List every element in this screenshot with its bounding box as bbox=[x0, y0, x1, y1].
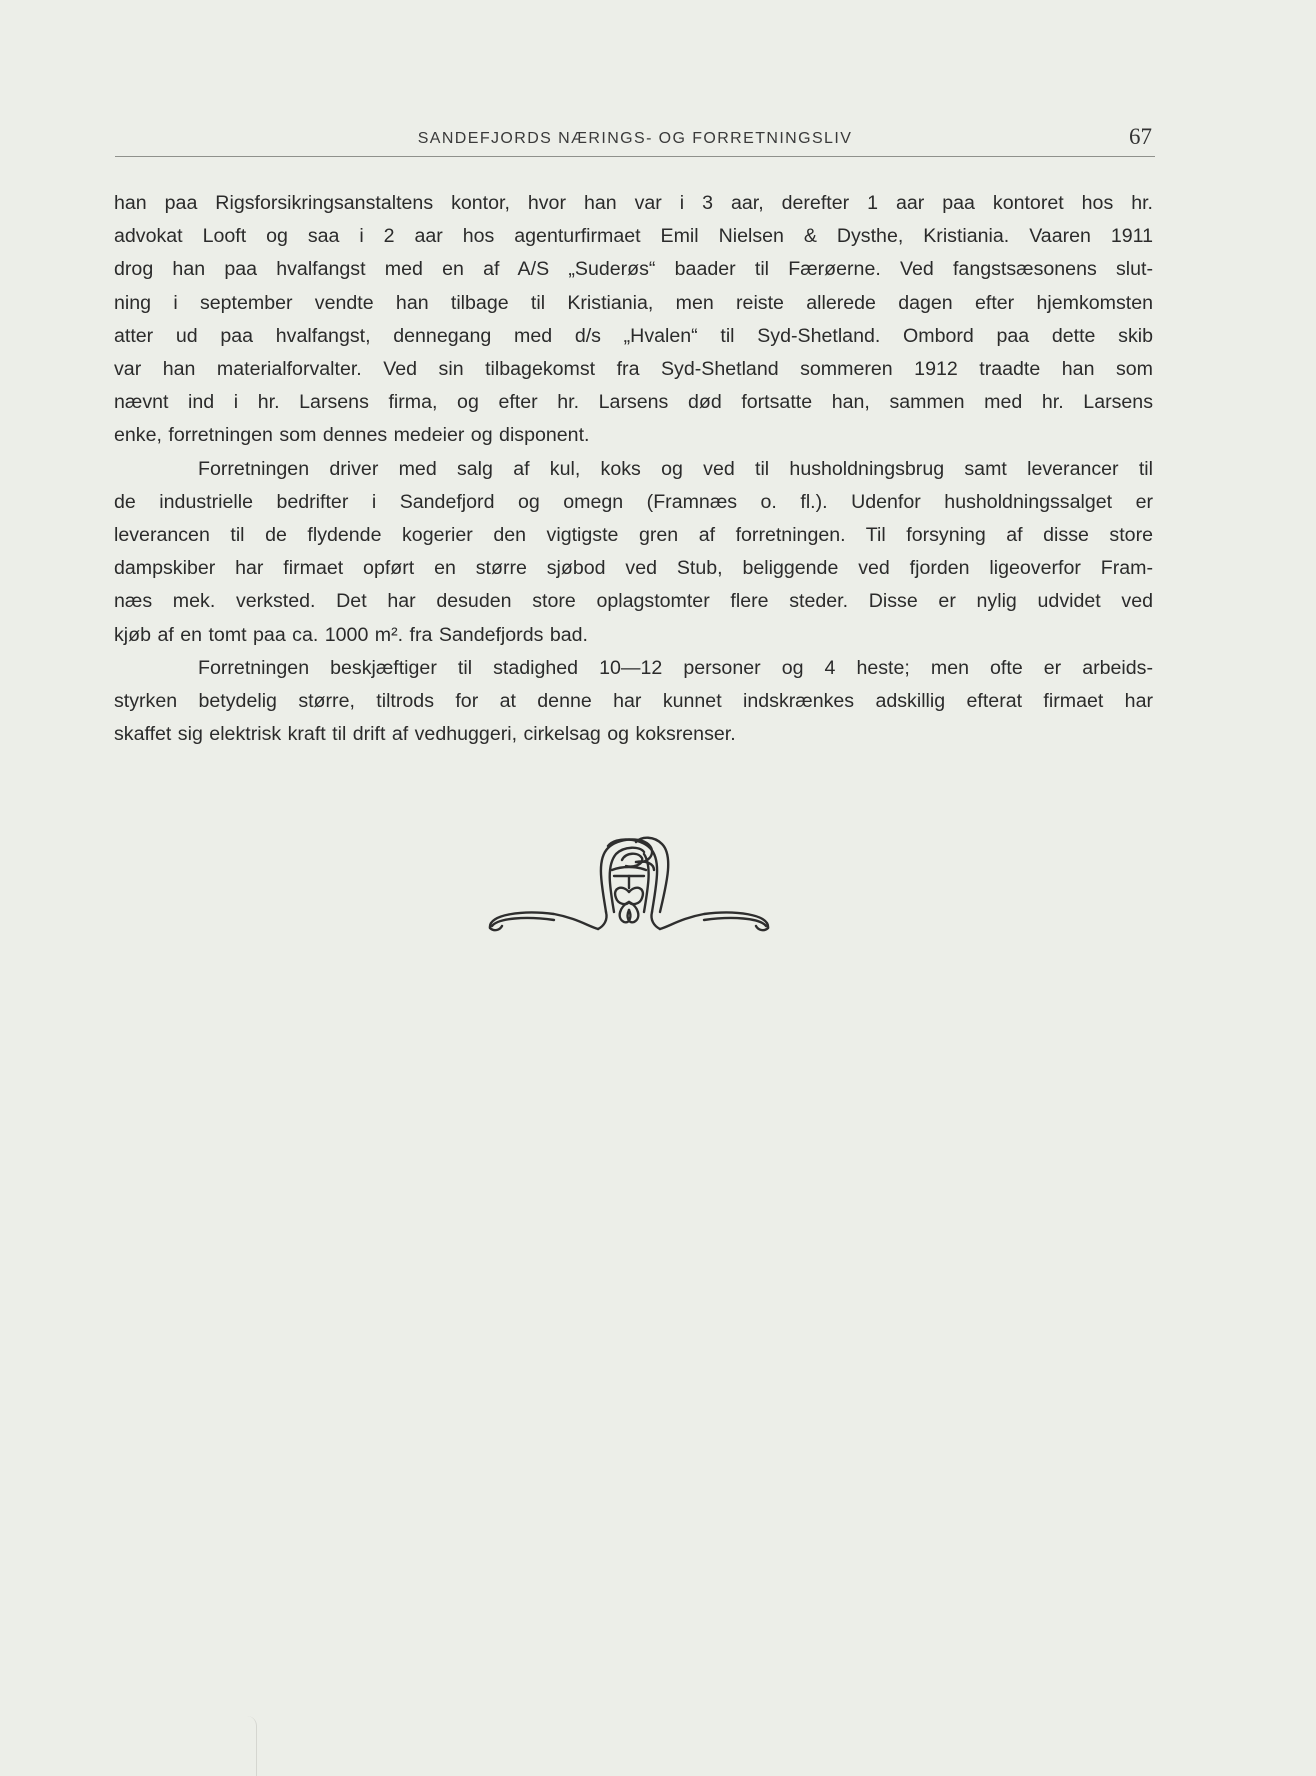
paragraph-1 bbox=[114, 187, 1153, 453]
text-line: drog han paa hvalfangst med en af A/S „Suderøs“ baader til Færøerne. Ved fangstsæsonens slut- bbox=[114, 258, 1153, 281]
text-line: de industrielle bedrifter i Sandefjord og omegn (Framnæs o. fl.). Udenfor husholdningssalget er bbox=[114, 490, 1153, 513]
body-text bbox=[114, 187, 1153, 751]
paragraph-3 bbox=[114, 652, 1153, 752]
text-line: advokat Looft og saa i 2 aar hos agenturfirmaet Emil Nielsen & Dysthe, Kristiania. Vaaren 1911 bbox=[114, 225, 1153, 248]
text-line: enke, forretningen som dennes medeier og disponent. bbox=[114, 424, 590, 447]
page-header bbox=[115, 122, 1155, 162]
page-number: 67 bbox=[1129, 124, 1152, 149]
art-nouveau-flourish-icon bbox=[484, 826, 774, 936]
running-title: SANDEFJORDS NÆRINGS- OG FORRETNINGSLIV bbox=[417, 130, 853, 147]
text-line: Forretningen driver med salg af kul, koks og ved til husholdningsbrug samt leverancer til bbox=[198, 457, 1153, 480]
text-line: nævnt ind i hr. Larsens firma, og efter hr. Larsens død fortsatte han, sammen med hr. Larsens bbox=[114, 391, 1153, 414]
text-line: Forretningen beskjæftiger til stadighed 10—12 personer og 4 heste; men ofte er arbeids- bbox=[198, 656, 1153, 679]
text-line: dampskiber har firmaet opført en større sjøbod ved Stub, beliggende ved fjorden ligeoverfor Fram- bbox=[114, 557, 1153, 580]
text-line: skaffet sig elektrisk kraft til drift af vedhuggeri, cirkelsag og koksrenser. bbox=[114, 723, 736, 746]
text-line: han paa Rigsforsikringsanstaltens kontor, hvor han var i 3 aar, derefter 1 aar paa kontoret hos hr. bbox=[114, 192, 1153, 214]
text-line: næs mek. verksted. Det har desuden store oplagstomter flere steder. Disse er nylig udvidet ved bbox=[114, 590, 1153, 613]
page-edge-mark bbox=[0, 1716, 257, 1776]
header-rule bbox=[115, 156, 1155, 157]
text-line: var han materialforvalter. Ved sin tilbagekomst fra Syd-Shetland sommeren 1912 traadte han som bbox=[114, 358, 1153, 381]
text-line: styrken betydelig større, tiltrods for at denne har kunnet indskrænkes adskillig efterat firmaet har bbox=[114, 690, 1153, 713]
text-line: atter ud paa hvalfangst, dennegang med d/s „Hvalen“ til Syd-Shetland. Ombord paa dette skib bbox=[114, 324, 1153, 347]
paragraph-2 bbox=[114, 453, 1153, 652]
text-line: leverancen til de flydende kogerier den vigtigste gren af forretningen. Til forsyning af disse store bbox=[114, 524, 1153, 547]
text-line: ning i september vendte han tilbage til Kristiania, men reiste allerede dagen efter hjemkomsten bbox=[114, 291, 1153, 314]
text-line: kjøb af en tomt paa ca. 1000 m². fra Sandefjords bad. bbox=[114, 623, 588, 646]
